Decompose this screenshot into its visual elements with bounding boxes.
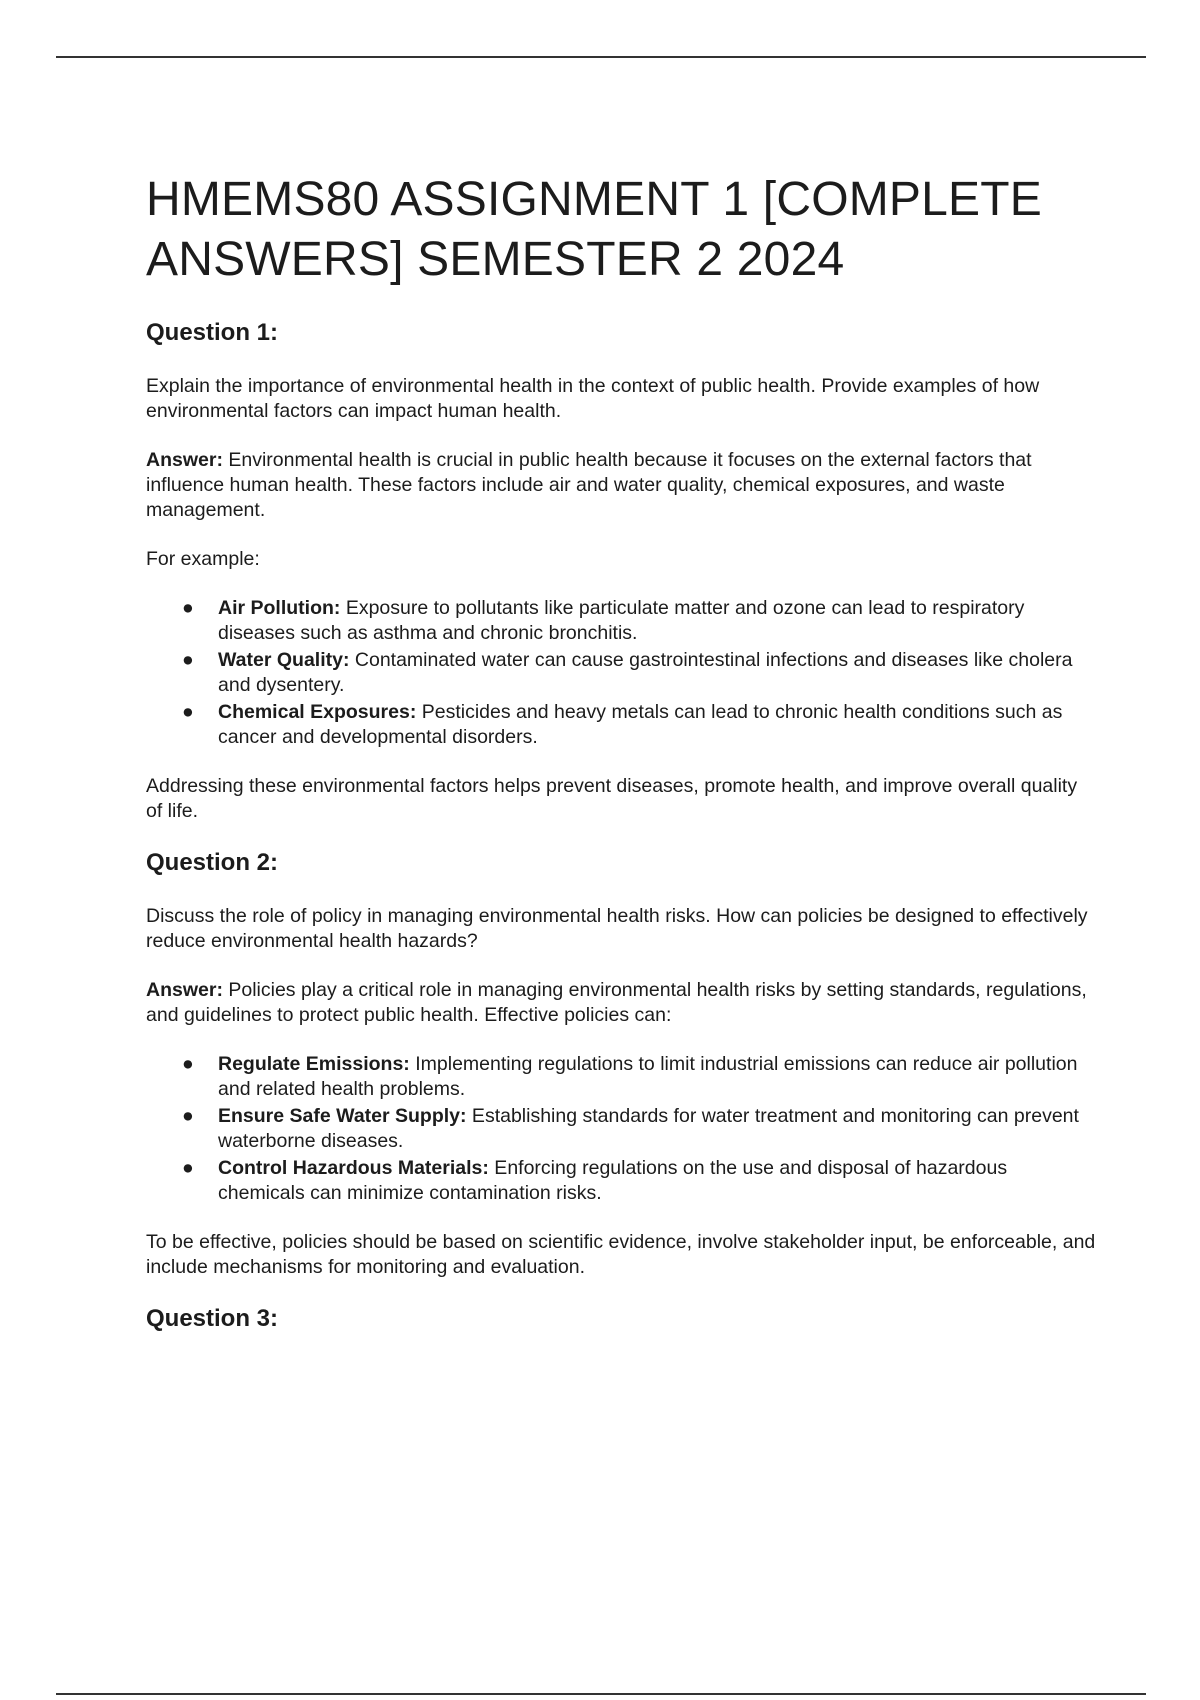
bullet-icon: ● (182, 701, 194, 723)
item-text: Enforcing regulations on the use and disposal of hazardous chemicals can minimize contamination risks. (218, 1157, 1008, 1204)
answer-label: Answer: (146, 979, 223, 1001)
example-list (146, 596, 1096, 750)
policy-list (146, 1052, 1096, 1206)
item-term: Chemical Exposures: (218, 701, 417, 723)
answer-label: Answer: (146, 449, 223, 471)
item-term: Ensure Safe Water Supply: (218, 1105, 467, 1127)
item-text: Establishing standards for water treatment and monitoring can prevent waterborne diseases. (218, 1105, 1079, 1152)
question-2 (146, 848, 1096, 1280)
list-item (146, 596, 1096, 646)
top-divider (56, 56, 1146, 58)
item-term: Control Hazardous Materials: (218, 1157, 489, 1179)
item-text: Pesticides and heavy metals can lead to chronic health conditions such as cancer and developmental disorders. (218, 701, 1063, 748)
bullet-icon: ● (182, 1157, 194, 1179)
question-prompt: Discuss the role of policy in managing environmental health risks. How can policies be designed to effectively reduce environmental health hazards? (146, 905, 1088, 952)
bullet-icon: ● (182, 597, 194, 619)
list-item (146, 1104, 1096, 1154)
item-text: Contaminated water can cause gastrointestinal infections and diseases like cholera and dysentery. (218, 649, 1073, 696)
bullet-icon: ● (182, 1105, 194, 1127)
document-body (146, 170, 1096, 1360)
list-item (146, 1156, 1096, 1206)
answer-text: Policies play a critical role in managing environmental health risks by setting standards, regulations, and guidelines to protect public health. Effective policies can: (146, 979, 1087, 1026)
item-term: Air Pollution: (218, 597, 341, 619)
answer-paragraph (146, 978, 1096, 1028)
item-term: Water Quality: (218, 649, 350, 671)
answer-paragraph (146, 448, 1096, 523)
bullet-icon: ● (182, 649, 194, 671)
question-1 (146, 318, 1096, 824)
answer-text: Environmental health is crucial in public health because it focuses on the external factors that influence human health. These factors include air and water quality, chemical exposures, and waste management. (146, 449, 1032, 521)
item-term: Regulate Emissions: (218, 1053, 410, 1075)
question-heading: Question 1: (146, 319, 279, 346)
lead-in-text: For example: (146, 548, 260, 570)
bottom-divider (56, 1693, 1146, 1695)
list-item (146, 700, 1096, 750)
conclusion-paragraph: To be effective, policies should be based on scientific evidence, involve stakeholder input, be enforceable, and include mechanisms for monitoring and evaluation. (146, 1231, 1096, 1278)
list-item (146, 648, 1096, 698)
bullet-icon: ● (182, 1053, 194, 1075)
list-item (146, 1052, 1096, 1102)
question-heading: Question 3: (146, 1305, 279, 1332)
question-prompt: Explain the importance of environmental health in the context of public health. Provide examples of how environmental factors can impact human health. (146, 375, 1040, 422)
question-3 (146, 1304, 1096, 1334)
conclusion-paragraph: Addressing these environmental factors helps prevent diseases, promote health, and improve overall quality of life. (146, 775, 1078, 822)
item-text: Implementing regulations to limit industrial emissions can reduce air pollution and related health problems. (218, 1053, 1078, 1100)
item-text: Exposure to pollutants like particulate matter and ozone can lead to respiratory diseases such as asthma and chronic bronchitis. (218, 597, 1025, 644)
question-heading: Question 2: (146, 849, 279, 876)
document-title: HMEMS80 ASSIGNMENT 1 [COMPLETE ANSWERS] SEMESTER 2 2024 (146, 173, 1042, 286)
